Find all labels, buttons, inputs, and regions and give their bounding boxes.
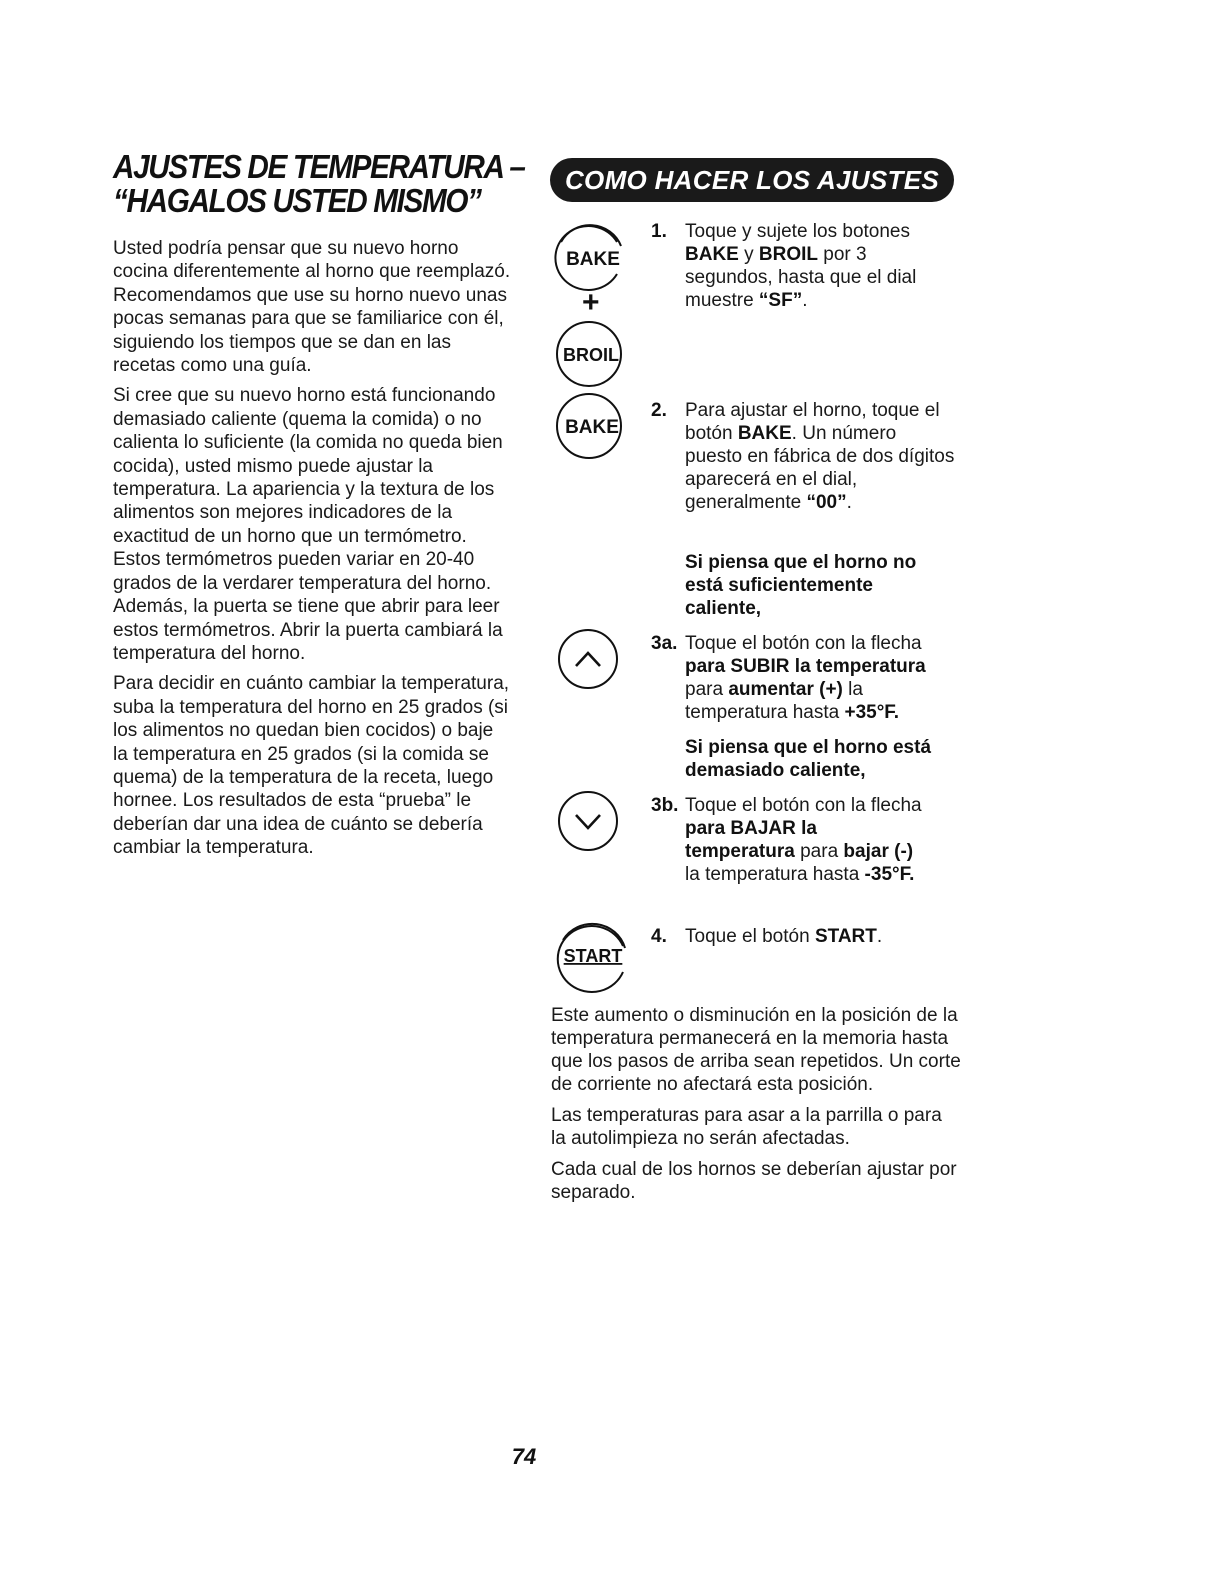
step-1-text (685, 220, 955, 312)
section-title (113, 148, 525, 219)
step-4-text-c: . (876, 926, 883, 947)
intro-paragraph-1: Usted podría pensar que su nuevo horno cocina diferentemente al horno que reemplazó. Recomendamos que use su horno nuevo unas pocas semanas para que se familiarice con él, siguiendo los tiempos que se dan en las recetas como una guía. (113, 238, 511, 377)
step-3a-text-c: para (685, 679, 729, 700)
note-too-hot: Si piensa que el horno está demasiado caliente, (685, 737, 932, 781)
how-to-banner (550, 158, 954, 202)
broil-button-label: BROIL (563, 345, 619, 365)
note-not-hot-enough: Si piensa que el horno no está suficientemente caliente, (685, 552, 917, 619)
down-arrow-button-icon (554, 790, 626, 856)
how-to-banner-label: COMO HACER LOS AJUSTES (564, 164, 939, 195)
closing-notes (551, 1004, 961, 1212)
bake-button-icon (551, 222, 631, 294)
step-3a-text (685, 632, 955, 724)
up-arrow-button-icon (554, 628, 626, 694)
step-2-text-d: . (846, 492, 852, 513)
step-4-number: 4. (651, 926, 667, 947)
step-3b-bajar: para BAJAR la temperatura (685, 818, 817, 862)
start-button-label: START (563, 946, 623, 966)
step-2-00: “00” (806, 492, 847, 513)
step-1-text-e: . (802, 290, 808, 311)
step-3a-subir: para SUBIR la temperatura (685, 656, 926, 677)
step-3b-minus35: -35°F. (864, 864, 915, 885)
step-3a-plus35: +35°F. (844, 702, 900, 723)
step-3a-aumentar: aumentar (+) (728, 679, 843, 700)
start-button-icon (551, 922, 635, 996)
step-4-start: START (814, 926, 877, 947)
step-1-sf: “SF” (758, 290, 803, 311)
step-2-text (685, 399, 955, 514)
step-1-bake: BAKE (685, 244, 739, 265)
step-3a-text-d: la temperatura hasta (685, 679, 863, 723)
step-3b-number: 3b. (651, 795, 679, 816)
step-2-bake: BAKE (737, 423, 792, 444)
left-column (113, 148, 525, 867)
step-3b-text-a: Toque el botón con la flecha (685, 795, 922, 816)
section-title-line-1: AJUSTES DE TEMPERATURA – (113, 148, 525, 185)
step-3b-bajar-minus: bajar (-) (843, 841, 914, 862)
closing-paragraph-3: Cada cual de los hornos se deberían ajustar por separado. (551, 1159, 957, 1203)
step-1-number: 1. (651, 221, 667, 242)
step-4-text (685, 925, 955, 948)
step-2-number: 2. (651, 400, 667, 421)
section-title-line-2: “HAGALOS USTED MISMO” (113, 182, 481, 219)
broil-button-icon (551, 318, 631, 390)
step-1-text-a: Toque y sujete los botones (685, 221, 910, 242)
intro-paragraphs (113, 237, 513, 860)
bake-button-icon-2 (551, 392, 631, 464)
step-1-broil: BROIL (758, 244, 819, 265)
intro-paragraph-3: Para decidir en cuánto cambiar la temperatura, suba la temperatura del horno en 25 grados (si los alimentos no quedan bien cocidos) o baje la temperatura en 25 grados (si la comida se quema) de la temperatura de la receta, luego hornee. Los resultados de esta “prueba” le deberían dar una idea de cuánto se debería cambiar la temperatura. (113, 673, 510, 859)
closing-paragraph-1: Este aumento o disminución en la posición de la temperatura permanecerá en la memoria hasta que los pasos de arriba sean repetidos. Un corte de corriente no afectará esta posición. (551, 1005, 961, 1095)
step-3b-text-d: la temperatura hasta (685, 864, 865, 885)
step-1-text-d: por 3 segundos, hasta que el dial muestre (685, 244, 917, 311)
step-2-text-a: Para ajustar el horno, toque el botón (685, 400, 940, 444)
intro-paragraph-2: Si cree que su nuevo horno está funcionando demasiado caliente (quema la comida) o no calienta lo suficiente (la comida no queda bien cocida), usted mismo puede ajustar la temperatura. La apariencia y la textura de los alimentos son mejores indicadores de la exactitud de un horno que un termómetro. Estos termómetros pueden variar en 20-40 grados de la verdarer temperatura del horno. Además, la puerta se tiene que abrir para leer estos termómetros. Abrir la puerta cambiará la temperatura del horno. (113, 385, 503, 664)
page-number: 74 (511, 1444, 537, 1469)
step-3a-number: 3a. (651, 633, 678, 654)
closing-paragraph-2: Las temperaturas para asar a la parrilla o para la autolimpieza no serán afectadas. (551, 1105, 942, 1149)
step-4-text-a: Toque el botón (685, 926, 815, 947)
step-1-text-c: y (738, 244, 759, 265)
step-3b-text-c: para (794, 841, 844, 862)
bake-button-label-2: BAKE (565, 417, 619, 438)
step-3a-text-a: Toque el botón con la flecha (685, 633, 922, 654)
bake-button-label-1: BAKE (566, 249, 620, 270)
step-2-text-c: . Un número puesto en fábrica de dos dígitos aparecerá en el dial, generalmente (685, 423, 955, 513)
step-3b-text (685, 794, 930, 886)
plus-sign: + (582, 286, 600, 319)
